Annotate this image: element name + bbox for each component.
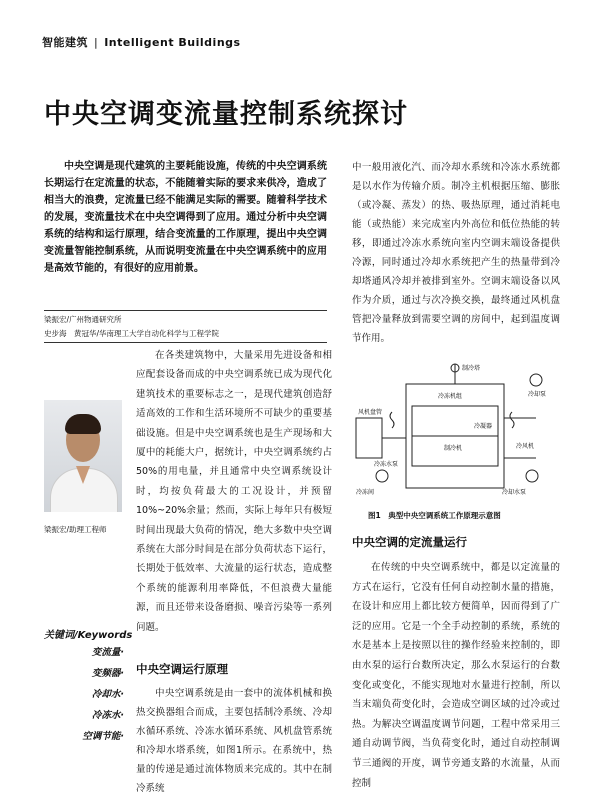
keyword: 空调节能·	[82, 731, 124, 742]
keyword: 冷却水·	[91, 689, 124, 700]
author-photo	[44, 400, 122, 512]
fan-coil-box	[356, 418, 382, 458]
label-return-pump: 冷却水泵	[502, 489, 527, 496]
section-heading-constant-flow: 中央空调的定流量运行	[352, 535, 467, 549]
abstract-divider	[44, 310, 327, 311]
abstract: 中央空调是现代建筑的主要耗能设施，传统的中央空调系统长期运行在定流量的状态，不能随着实际的要求来供冷，造成了相当大的浪费，定流量已经不能满足实际的需要。随着科学技术的发展，变流量技术在中央空调得到了应用。通过分析中央空调系统的结构和运行原理，结合变流量的工作原理，提出中央空调变流量智能控制系统，从而说明变流量在中央空调系统中的应用是高效节能的，有很好的应用前景。	[44, 161, 327, 274]
label-chiller: 制冷机	[444, 445, 463, 452]
article-title: 中央空调变流量控制系统探讨	[44, 99, 408, 130]
keyword: 变频器·	[91, 668, 124, 679]
label-cooling-tower: 制冷塔	[462, 365, 481, 372]
keywords-list	[44, 642, 124, 747]
author-divider	[44, 342, 327, 343]
label-condenser: 冷凝器	[474, 423, 493, 430]
section-principle-text: 中央空调系统是由一套中的流体机械和换热交换器组合而成，主要包括制冷系统、冷却水循环系统、冷冻水循环系统、风机盘管系统和冷却水塔系统，如图1所示。在系统中，热量的传递是通过流体物质来完成的。其中在制冷系统	[136, 688, 332, 794]
intro-paragraph: 在各类建筑物中，大量采用先进设备和相应配套设备而成的中央空调系统已成为现代化建筑技术的重要标志之一，是现代建筑创造舒适高效的工作和生活环境所不可缺少的重要基础设施。但是中央空调系统也是生产现场和大厦中的耗能大户，据统计，中央空调系统约占50%的用电量，并且通常中央空调系统设计时，均按负荷最大的工况设计，并预留10%~20%余量；然而，实际上每年只有极短时间出现最大负荷的情况，绝大多数中央空调系统在大部分时间是在部分负荷状态下运行，长期处于低效率、大流量的运行状态，造成整个系统的能源利用率降低，不但浪费大量能源，而且还带来设备磨损、噪音污染等一系列问题。	[136, 350, 332, 633]
hvac-diagram	[352, 358, 562, 498]
keyword: 变流量·	[91, 647, 124, 658]
header-separator: |	[94, 36, 99, 49]
label-fan-coil: 风机盘管	[358, 409, 383, 416]
label-fan-unit: 冷风机	[516, 443, 535, 450]
photo-caption: 梁振宏/助理工程师	[44, 525, 107, 534]
right-column-text: 中一般用液化汽、而冷却水系统和冷冻水系统都是以水作为传输介质。制冷主机根据压缩、膨胀（或冷凝、蒸发）的热、吸热原理，通过消耗电能（或热能）来完成室内外高位和低位热能的转移，即通过冷冻水系统向室内空调末端设备提供冷源，同时通过冷却水系统把产生的热量带到冷却塔通风冷却并被排到室外。空调末端设备以风作为介质，通过与次冷换交换，最终通过风机盘管把冷量释放到需要空调的房间中，起到温度调节作用。	[352, 162, 560, 344]
journal-header	[42, 34, 241, 50]
keyword: 冷冻水·	[91, 710, 124, 721]
label-evaporator: 冷冻机组	[438, 393, 463, 400]
figure-caption: 图1 典型中央空调系统工作原理示意图	[368, 511, 501, 520]
label-cooling-pump: 冷却泵	[528, 391, 547, 398]
pump-icon	[376, 470, 388, 482]
label-chilled-pump: 冷冻水泵	[374, 461, 399, 468]
pump-icon	[530, 374, 542, 386]
keywords-title: 关键词/Keywords	[44, 630, 133, 641]
label-cold-room: 冷冻间	[356, 489, 375, 496]
header-section-cn: 智能建筑	[42, 36, 88, 49]
section-heading-principle: 中央空调运行原理	[136, 662, 228, 676]
pump-icon	[526, 470, 538, 482]
author-line-1: 梁振宏/广州物通研究所	[44, 315, 122, 324]
header-section-en: Intelligent Buildings	[104, 36, 241, 49]
author-line-2: 史步海 黄冠华/华南理工大学自动化科学与工程学院	[44, 329, 220, 338]
section-constant-flow-text: 在传统的中央空调系统中，都是以定流量的方式在运行，它没有任何自动控制水量的措施，在设计和应用上都比较方便简单，因而得到了广泛的应用。它是一个全手动控制的系统，系统的水是基本上是按照以往的操作经验来控制的，即由水泵的运行台数所决定，那么水泵运行的台数变化或变化，不能实现地对水量进行控制，所以当末端负荷变化时，会造成空调区域的过冷或过热。为解决空调温度调节问题，工程中常采用三通自动调节阀，当负荷变化时，通过自动控制调节三通阀的开度，调节旁通支路的水流量，从而控制	[352, 562, 560, 789]
